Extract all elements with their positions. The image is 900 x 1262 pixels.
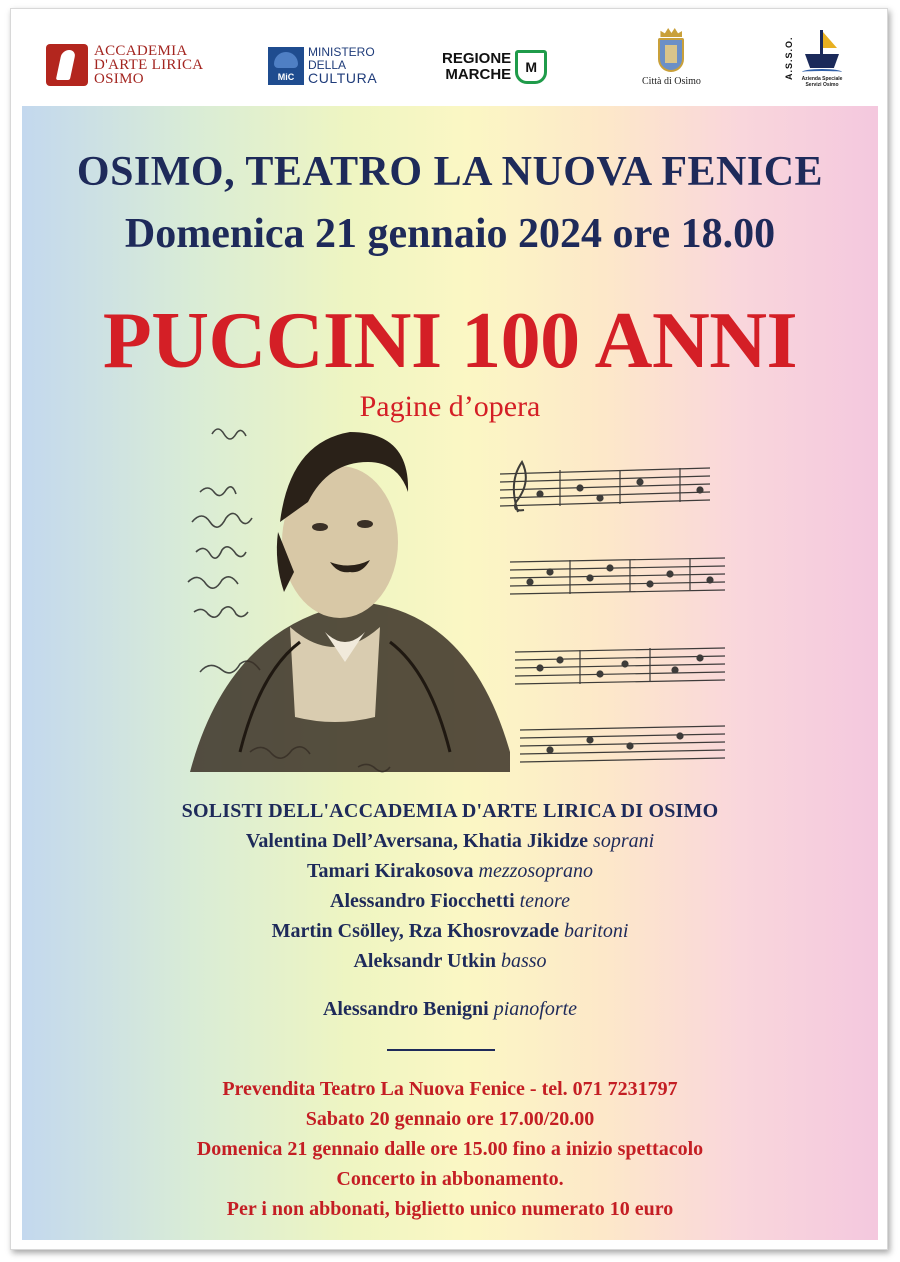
regione-mark-icon [515,50,547,84]
soloist-row [0,886,900,916]
mic-mark-label: MiC [277,71,295,82]
pianist-name: Alessandro Benigni [322,998,489,1020]
regione-mark-label: M [525,59,538,75]
info-line-subscription: Concerto in abbonamento. [336,1168,564,1190]
ship-icon [802,28,842,76]
soloist-row [0,826,900,856]
mic-mark-icon [268,47,304,85]
ticket-info [0,1074,900,1224]
pianist-row [0,998,900,1021]
soloist-role: baritoni [563,920,629,942]
ministero-line-2: DELLA [308,58,347,72]
regione-line-1: REGIONE [442,50,512,67]
accademia-mark-icon [46,44,88,86]
soloist-row [0,916,900,946]
regione-text [442,51,511,83]
soloists-title: SOLISTI DELL'ACCADEMIA D'ARTE LIRICA DI OSIMO [181,800,719,822]
illustration-svg [180,412,740,792]
osimo-label: Città di Osimo [642,76,701,87]
soloist-name: Martin Csölley, Rza Khosrovzade [271,920,559,942]
soloist-role: basso [500,950,547,972]
music-score-icon [500,462,725,762]
soloist-role: mezzosoprano [478,860,593,882]
soloist-row [0,946,900,976]
accademia-line-1: ACCADEMIA [94,43,188,59]
ministero-line-1: MINISTERO [308,45,375,59]
venue-heading: OSIMO, TEATRO LA NUOVA FENICE [76,149,824,195]
pianist-role: pianoforte [493,998,578,1020]
accademia-line-2: D'ARTE LIRICA [94,57,204,73]
accademia-text [94,44,203,86]
subtitle: Pagine d’opera [359,390,541,423]
info-line-sunday: Domenica 21 gennaio dalle ore 15.00 fino a inizio spettacolo [196,1138,704,1160]
ministero-text [308,46,377,85]
info-line-presale: Prevendita Teatro La Nuova Fenice - tel. 071 7231797 [222,1078,678,1100]
soloists-section [0,796,900,976]
regione-logo [442,50,547,84]
date-heading: Domenica 21 gennaio 2024 ore 18.00 [124,211,776,257]
soloist-name: Alessandro Fiocchetti [330,890,515,912]
regione-line-2: MARCHE [445,66,512,83]
portrait-sketch-icon [190,432,510,772]
info-line-ticket-price: Per i non abbonati, biglietto unico numerato 10 euro [226,1198,674,1220]
logo-bar [14,10,884,106]
main-title: PUCCINI 100 ANNI [102,297,798,385]
ministero-line-3: CULTURA [308,70,378,86]
ministero-logo [268,46,377,85]
illustration [180,412,740,792]
soloist-name: Tamari Kirakosova [307,860,474,882]
soloist-row [0,856,900,886]
info-line-saturday: Sabato 20 gennaio ore 17.00/20.00 [305,1108,595,1130]
divider [387,1049,495,1051]
osimo-logo [642,28,701,87]
accademia-logo [46,44,203,86]
asso-vertical-text: A.S.S.O. [784,36,794,80]
accademia-line-3: OSIMO [94,71,144,87]
osimo-crest-icon [654,28,688,74]
soloist-role: tenore [519,890,570,912]
soloist-role: soprani [593,830,655,852]
soloist-name: Valentina Dell’Aversana, Khatia Jikidze [245,830,589,852]
asso-logo [784,28,847,88]
asso-caption: Azienda Speciale Servizi Osimo [801,76,843,88]
soloist-name: Aleksandr Utkin [353,950,496,972]
